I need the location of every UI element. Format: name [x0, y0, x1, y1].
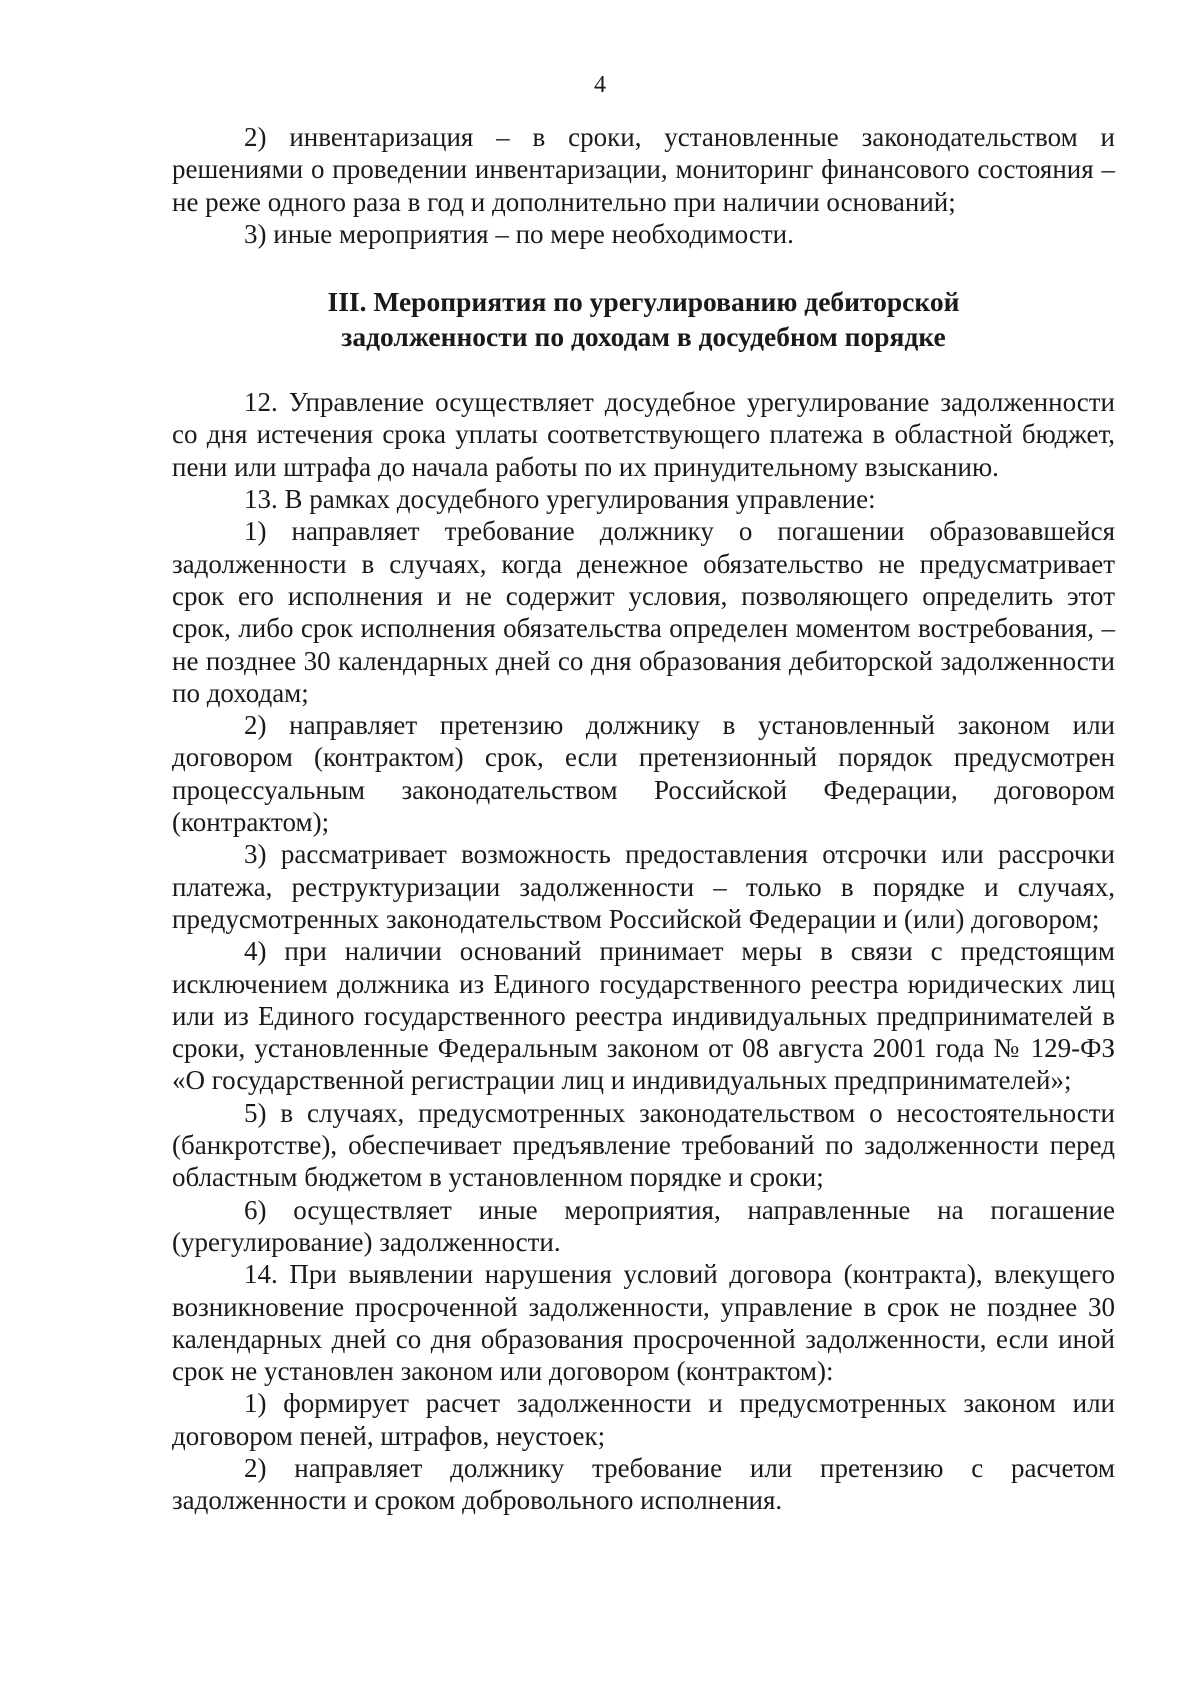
- paragraph-13-item-6: 6) осуществляет иные мероприятия, направленные на погашение (урегулирование) задолженности.: [172, 1194, 1115, 1257]
- document-body: [172, 121, 1115, 1517]
- section-heading-line-2: задолженности по доходам в досудебном порядке: [341, 321, 946, 353]
- paragraph-13-item-5: 5) в случаях, предусмотренных законодательством о несостоятельности (банкротстве), обеспечивает предъявление требований по задолженности перед областным бюджетом в установленном порядке и сроки;: [172, 1097, 1115, 1193]
- paragraph-14-item-2: 2) направляет должнику требование или претензию с расчетом задолженности и сроком добровольного исполнения.: [172, 1452, 1115, 1516]
- paragraph-12: 12. Управление осуществляет досудебное урегулирование задолженности со дня истечения срока уплаты соответствующего платежа в областной бюджет, пени или штрафа до начала работы по их принудительному взысканию.: [172, 387, 1115, 482]
- section-heading-line-1: III. Мероприятия по урегулированию дебиторской: [327, 286, 960, 318]
- paragraph-inventory: 2) инвентаризация – в сроки, установленные законодательством и решениями о проведении инвентаризации, мониторинг финансового состояния – не реже одного раза в год и дополнительно при наличии оснований;: [172, 122, 1115, 217]
- paragraph-14-item-1: 1) формирует расчет задолженности и предусмотренных законом или договором пеней, штрафов, неустоек;: [172, 1388, 1115, 1451]
- paragraph-other-measures: 3) иные мероприятия – по мере необходимости.: [244, 218, 794, 249]
- page-number: 4: [594, 72, 606, 98]
- paragraph-13-item-2: 2) направляет претензию должнику в установленный законом или договором (контрактом) срок, если претензионный порядок предусмотрен процессуальным законодательством Российской Федерации, договором (контрактом);: [172, 710, 1115, 838]
- paragraph-13-item-4: 4) при наличии оснований принимает меры в связи с предстоящим исключением должника из Единого государственного реестра юридических лиц или из Единого государственного реестра индивидуальных предпринимателей в сроки, установленные Федеральным законом от 08 августа 2001 года № 129-ФЗ «О государственной регистрации лиц и индивидуальных предпринимателей»;: [172, 936, 1115, 1096]
- paragraph-13-item-1: 1) направляет требование должнику о погашении образовавшейся задолженности в случаях, когда денежное обязательство не предусматривает срок его исполнения и не содержит условия, позволяющего определить этот срок, либо срок исполнения обязательства определен моментом востребования, – не позднее 30 календарных дней со дня образования дебиторской задолженности по доходам;: [172, 516, 1115, 708]
- section-heading: [172, 284, 1115, 354]
- paragraph-14: 14. При выявлении нарушения условий договора (контракта), влекущего возникновение просроченной задолженности, управление в срок не позднее 30 календарных дней со дня образования просроченной задолженности, если иной срок не установлен законом или договором (контрактом):: [172, 1259, 1115, 1387]
- paragraph-13-item-3: 3) рассматривает возможность предоставления отсрочки или рассрочки платежа, реструктуризации задолженности – только в порядке и случаях, предусмотренных законодательством Российской Федерации и (или) договором;: [172, 839, 1115, 934]
- paragraph-13: 13. В рамках досудебного урегулирования управление:: [244, 484, 876, 515]
